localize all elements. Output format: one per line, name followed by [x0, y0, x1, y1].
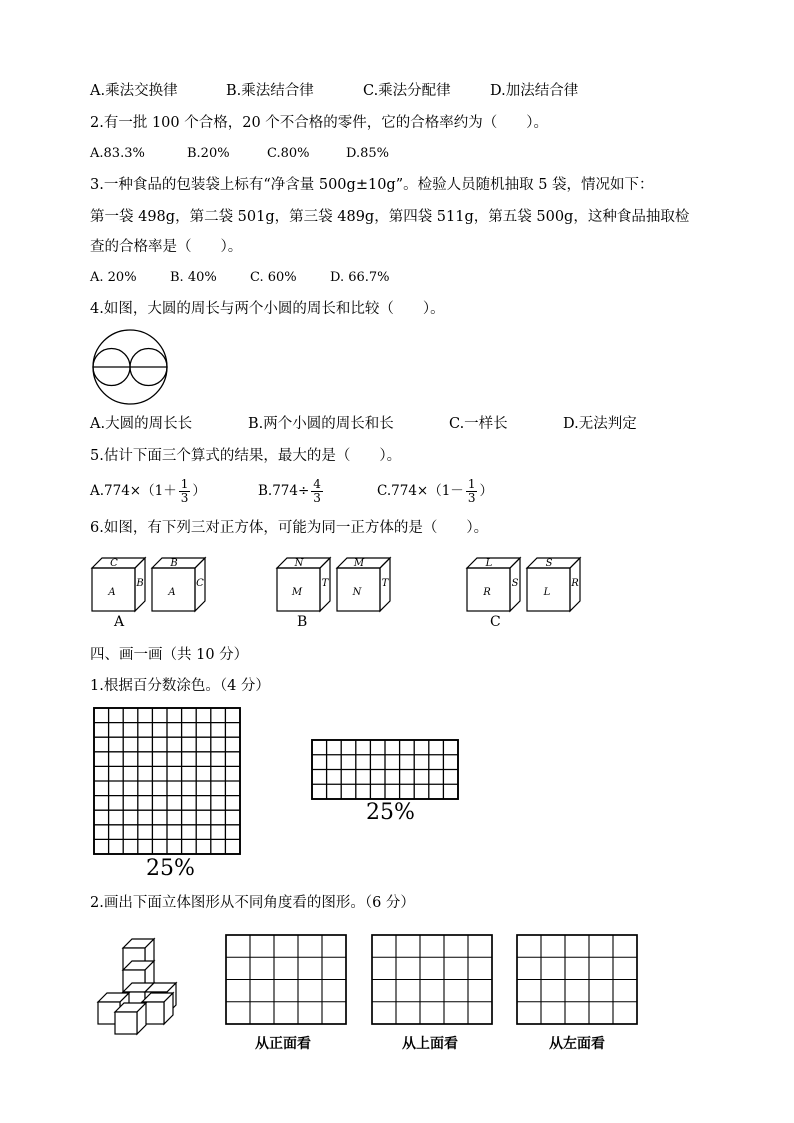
q2-option-d: D.85%: [346, 146, 389, 161]
cube-front-letter: M: [291, 587, 303, 598]
q5-option-b-pre: B.774÷: [258, 483, 310, 499]
view-label-left: 从左面看: [549, 1036, 605, 1052]
unit-cube: [115, 1003, 146, 1034]
view-grid-front: [225, 934, 347, 1025]
view-label-front: 从正面看: [255, 1036, 311, 1052]
view-label-top: 从上面看: [402, 1036, 458, 1052]
q5-option-a-pre: A.774×（1＋: [90, 483, 177, 499]
cube-top-letter: M: [353, 558, 365, 569]
q2-option-b: B.20%: [187, 146, 230, 161]
cube: [92, 558, 145, 611]
fraction-one-third: $\frac{1}{3}$: [180, 477, 189, 505]
q2-option-a: A.83.3%: [90, 146, 145, 161]
q3-option-b: B. 40%: [170, 270, 217, 285]
cube-side-letter: R: [571, 578, 579, 589]
cube-top-letter: C: [110, 558, 118, 569]
view-grid-left: [516, 934, 638, 1025]
cube-stack-figure: [95, 934, 190, 1044]
cube-top-letter: N: [294, 558, 304, 569]
section4-q1: 1.根据百分数涂色。（4 分）: [90, 678, 270, 694]
cube-top-letter: L: [485, 558, 493, 569]
q3-line1: 3.一种食品的包装袋上标有“净含量 500g±10g”。检验人员随机抽取 5 袋，情况如下：: [90, 177, 654, 193]
unit-cube: [142, 993, 173, 1024]
q5-option-a-post: ）: [192, 483, 206, 499]
option-a: A.乘法交换律: [90, 83, 178, 99]
section4-q2: 2.画出下面立体图形从不同角度看的图形。（6 分）: [90, 895, 415, 911]
q3-option-d: D. 66.7%: [330, 270, 390, 285]
q2-option-c: C.80%: [267, 146, 310, 161]
option-d: D.加法结合律: [490, 83, 579, 99]
cube-side-letter: T: [381, 578, 389, 589]
q4-option-a: A.大圆的周长长: [90, 416, 193, 432]
cube: [467, 558, 520, 611]
fraction-one-third: $\frac{1}{3}$: [467, 477, 476, 505]
q4-option-d: D.无法判定: [563, 416, 637, 432]
q3-option-a: A. 20%: [90, 270, 137, 285]
cube-side-letter: T: [321, 578, 329, 589]
q4-option-c: C.一样长: [449, 416, 508, 432]
rectangle-grid: [311, 739, 459, 800]
cube: [527, 558, 580, 611]
cube-front-letter: R: [483, 587, 491, 598]
cube: [152, 558, 205, 611]
percent-label-2: 25%: [366, 800, 415, 825]
cube-front-letter: L: [543, 587, 551, 598]
hundred-grid: [93, 707, 241, 855]
q4-option-b: B.两个小圆的周长和长: [248, 416, 394, 432]
cube: [337, 558, 390, 611]
percent-label-1: 25%: [146, 856, 195, 881]
cube: [277, 558, 330, 611]
q3-line3: 查的合格率是（ ）。: [90, 239, 243, 255]
q2-text: 2.有一批 100 个合格，20 个不合格的零件，它的合格率约为（ ）。: [90, 115, 549, 131]
q5-text: 5.估计下面三个算式的结果，最大的是（ ）。: [90, 448, 402, 464]
cube-group-label-b: B: [297, 614, 308, 630]
view-grid-top: [371, 934, 493, 1025]
cube-front-letter: N: [352, 587, 362, 598]
cube-front-letter: A: [108, 587, 116, 598]
option-b: B.乘法结合律: [226, 83, 314, 99]
cube-side-letter: B: [136, 578, 144, 589]
option-c: C.乘法分配律: [363, 83, 451, 99]
cube-group-label-c: C: [490, 614, 501, 630]
q5-option-c-pre: C.774×（1－: [377, 483, 464, 499]
cube-top-letter: S: [545, 558, 553, 569]
q3-option-c: C. 60%: [250, 270, 297, 285]
cube-top-letter: B: [170, 558, 178, 569]
q4-text: 4.如图，大圆的周长与两个小圆的周长和比较（ ）。: [90, 301, 445, 317]
q3-line2: 第一袋 498g，第二袋 501g，第三袋 489g，第四袋 511g，第五袋 500g，这种食品抽取检: [90, 209, 690, 225]
section4-title: 四、画一画（共 10 分）: [90, 647, 249, 663]
cube-side-letter: C: [196, 578, 204, 589]
cube-group-label-a: A: [114, 614, 125, 630]
q6-text: 6.如图，有下列三对正方体，可能为同一正方体的是（ ）。: [90, 520, 489, 536]
q5-option-c-post: ）: [479, 483, 493, 499]
cube-side-letter: S: [511, 578, 519, 589]
cube-front-letter: A: [168, 587, 176, 598]
fraction-four-thirds: $\frac{4}{3}$: [313, 477, 321, 505]
